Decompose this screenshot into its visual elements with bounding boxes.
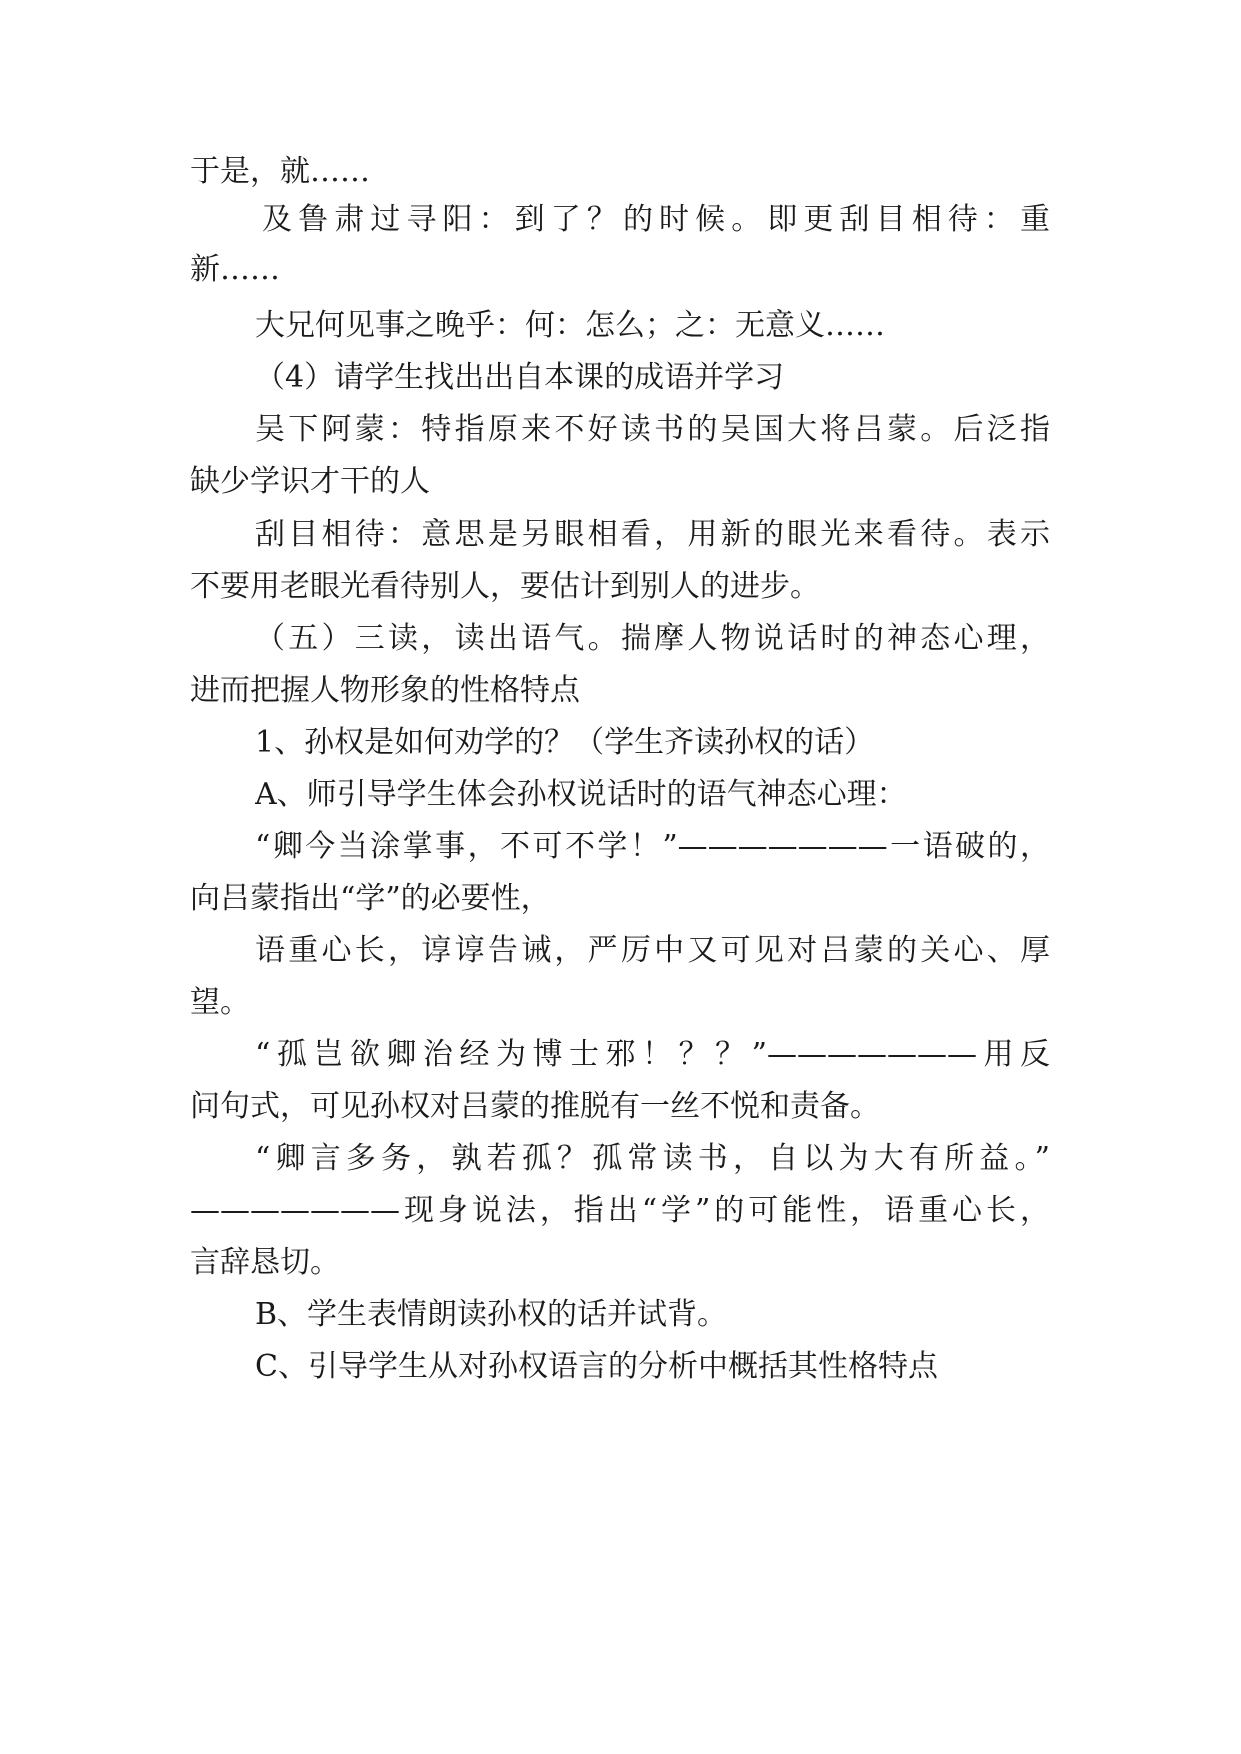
text-line: “卿今当涂掌事，不可不学！”———————一语破的， <box>255 829 1050 864</box>
text-line: B、学生表情朗读孙权的话并试背。 <box>255 1297 728 1332</box>
text-line: 及鲁肃过寻阳：到了？的时候。即更刮目相待：重 <box>262 202 1050 237</box>
text-line: 向吕蒙指出“学”的必要性， <box>190 881 551 916</box>
text-line: “孤岂欲卿治经为博士邪！？？”———————用反 <box>255 1037 1050 1072</box>
text-line: 大兄何见事之晚乎：何：怎么；之：无意义…… <box>255 308 885 343</box>
text-line: 望。 <box>190 985 250 1020</box>
text-line: （五）三读，读出语气。揣摩人物说话时的神态心理， <box>255 621 1050 656</box>
text-line: C、引导学生从对孙权语言的分析中概括其性格特点 <box>255 1349 938 1384</box>
text-line: A、师引导学生体会孙权说话时的语气神态心理： <box>255 777 907 812</box>
text-line: 进而把握人物形象的性格特点 <box>190 673 580 708</box>
text-line: 语重心长，谆谆告诫，严厉中又可见对吕蒙的关心、厚 <box>255 933 1050 968</box>
text-line: 于是，就…… <box>190 154 370 189</box>
text-line: 问句式，可见孙权对吕蒙的推脱有一丝不悦和责备。 <box>190 1089 880 1124</box>
text-line: 刮目相待：意思是另眼相看，用新的眼光来看待。表示 <box>255 517 1050 552</box>
text-line: 不要用老眼光看待别人，要估计到别人的进步。 <box>190 569 820 604</box>
text-line: 言辞恳切。 <box>190 1245 340 1280</box>
text-line: 1、孙权是如何劝学的？（学生齐读孙权的话） <box>255 725 875 760</box>
text-line: （4）请学生找出出自本课的成语并学习 <box>255 360 785 395</box>
text-line: ———————现身说法，指出“学”的可能性，语重心长， <box>190 1193 1050 1228</box>
text-line: “卿言多务，孰若孤？孤常读书，自以为大有所益。” <box>255 1141 1050 1176</box>
text-line: 缺少学识才干的人 <box>190 464 430 499</box>
text-line: 吴下阿蒙：特指原来不好读书的吴国大将吕蒙。后泛指 <box>255 412 1050 447</box>
text-line: 新…… <box>190 252 280 287</box>
